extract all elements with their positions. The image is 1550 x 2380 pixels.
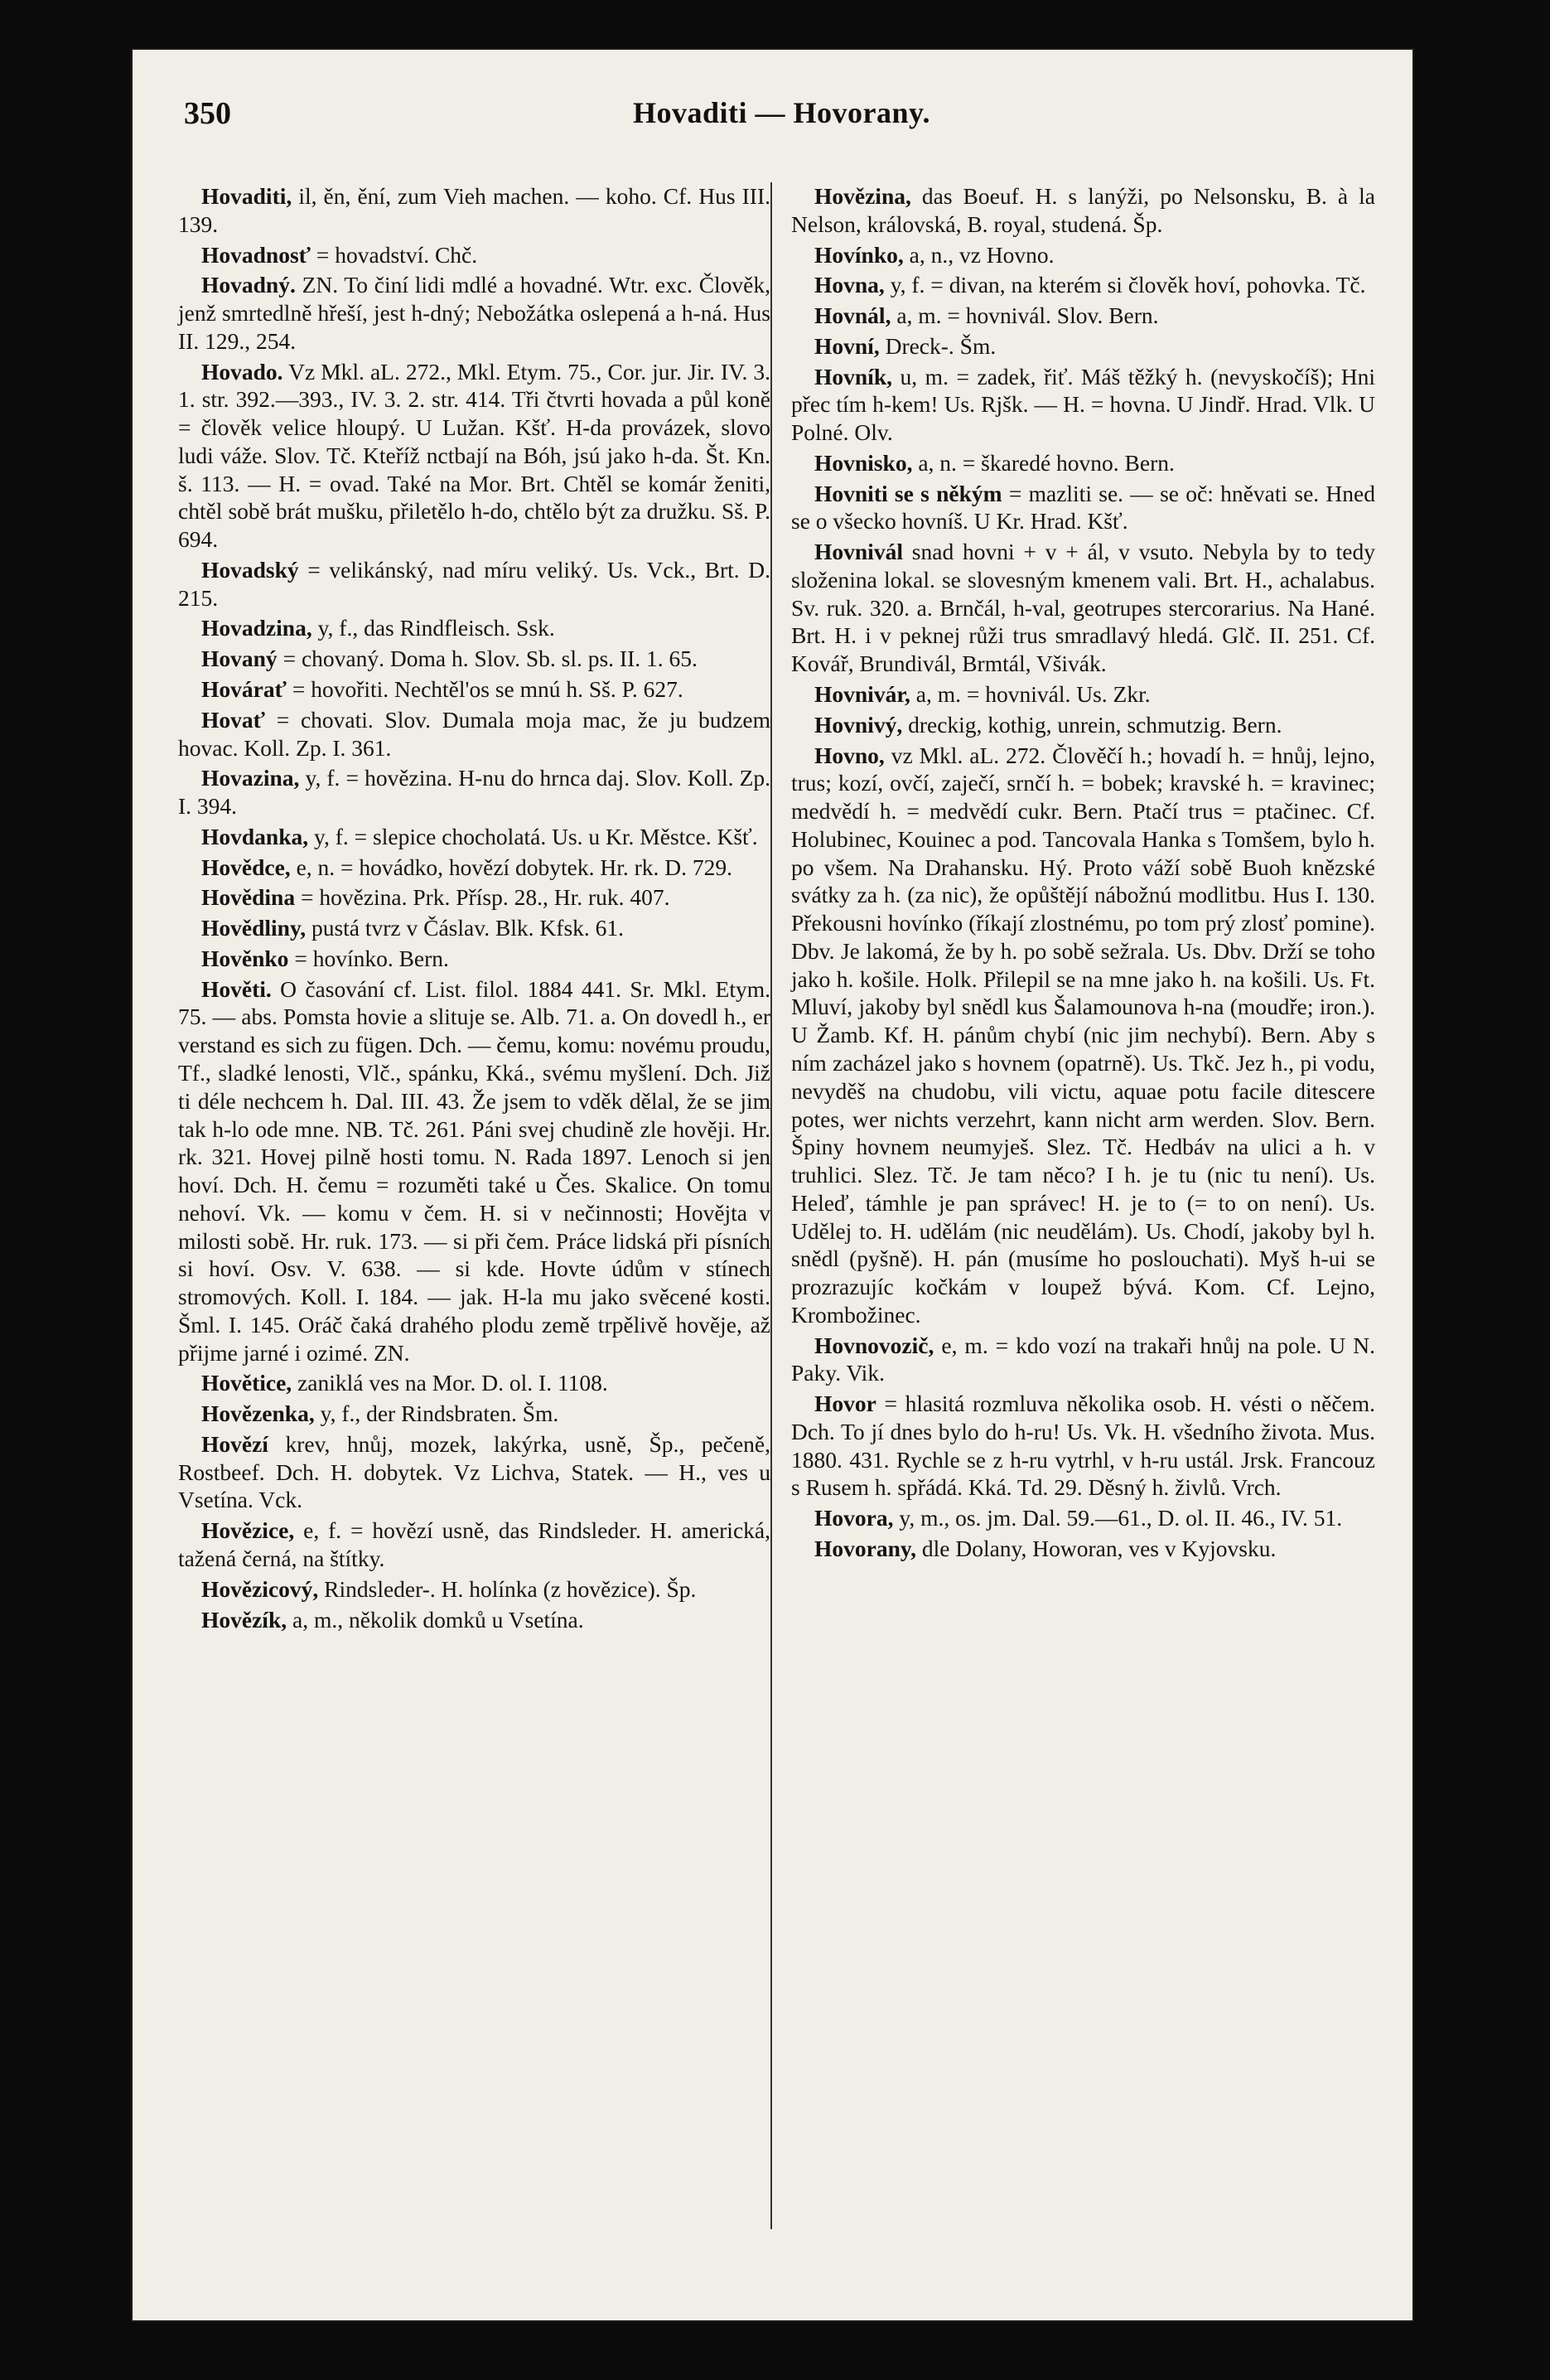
dictionary-entry: [791, 332, 1375, 360]
column-divider: [770, 182, 772, 2229]
dictionary-entry: [178, 945, 770, 973]
entry-definition: a, m., několik domků u Vsetína.: [292, 1606, 584, 1633]
dictionary-entry: [791, 271, 1375, 299]
entry-definition: y, f. = divan, na kterém si člověk hoví, pohovka. Tč.: [890, 272, 1366, 298]
entry-headword: Hovědce,: [201, 854, 291, 880]
entry-headword: Hovať: [201, 706, 265, 733]
dictionary-entry: [178, 1400, 770, 1428]
entry-headword: Hovora,: [814, 1505, 894, 1531]
entry-headword: Hovní,: [814, 332, 880, 359]
dictionary-entry: [178, 1517, 770, 1573]
entry-headword: Hovnisko,: [814, 449, 913, 476]
entry-headword: Hovězík,: [201, 1606, 287, 1633]
dictionary-entry: [178, 883, 770, 912]
entry-headword: Hovniti se s někým: [814, 480, 1002, 506]
entry-headword: Hovnivár,: [814, 681, 910, 708]
entry-definition: y, f., das Rindfleisch. Ssk.: [317, 615, 555, 641]
dictionary-entry: [178, 975, 770, 1367]
running-head: Hovaditi — Hovorany.: [632, 96, 931, 129]
dictionary-entry: [178, 675, 770, 704]
entry-headword: Hovado.: [201, 358, 283, 385]
entry-headword: Hovno,: [814, 742, 885, 768]
dictionary-entry: [178, 854, 770, 882]
entry-headword: Hovorany,: [814, 1535, 916, 1561]
dictionary-entry: [791, 1332, 1375, 1388]
entry-definition: = hovězina. Prk. Přísp. 28., Hr. ruk. 407.: [300, 884, 670, 911]
page-header: [184, 95, 1379, 145]
dictionary-entry: [791, 182, 1375, 239]
entry-definition: Rindsleder-. H. holínka (z hovězice). Šp.: [324, 1575, 697, 1602]
entry-headword: Hověnko: [201, 945, 289, 971]
entry-headword: Hovaný: [201, 646, 278, 672]
entry-headword: Hovězicový,: [201, 1575, 319, 1602]
entry-headword: Hovínko,: [814, 241, 904, 268]
dictionary-entry: [178, 614, 770, 642]
dictionary-entry: [791, 480, 1375, 536]
dictionary-entry: [178, 182, 770, 239]
dictionary-page: [133, 50, 1412, 2320]
dictionary-entry: [791, 241, 1375, 269]
dictionary-entry: [791, 302, 1375, 330]
entry-headword: Hovědina: [201, 884, 296, 911]
entry-definition: = hovořiti. Nechtěl'os se mnú h. Sš. P. 627.: [292, 676, 683, 703]
entry-definition: y, m., os. jm. Dal. 59.—61., D. ol. II. 46., IV. 51.: [899, 1505, 1343, 1531]
entry-headword: Hovadný.: [201, 272, 296, 298]
entry-headword: Hovnivál: [814, 539, 903, 565]
entry-headword: Hovna,: [814, 272, 885, 298]
entry-definition: O časování cf. List. filol. 1884 441. Sr. Mkl. Etym. 75. — abs. Pomsta hovie a slituje se. Alb. 71. a. On dovedl h., er verstand es sich zu fügen. Dch. — čemu, komu: novému proudu, Tf., sladké lenosti, Vlč., spánku, Kká., svému myšlení. Dch. Již ti déle nechcem h. Dal. III. 43. Že jsem to vděk dělal, že se jim tak h-lo ode mne. NB. Tč. 261. Páni svej chudině zle hověji. Hr. rk. 321. Hovej pilně hosti tomu. N. Rada 1897. Lenoch si jen hoví. Dch. H. čemu = rozuměti také u Čes. Skalice. On tomu nehoví. Vk. — komu v čem. H. si v nečinnosti; Hovějta v milosti sobě. Hr. ruk. 173. — si při čem. Práce lidská při písních si hoví. Osv. V. 638. — si kde. Hovte údům v stínech stromových. Koll. I. 184. — jak. H-la mu jako svěcené kosti. Šml. I. 145. Oráč čaká drahého plodu země trpělivě hověje, až přijme jarné i ozimé. ZN.: [178, 975, 770, 1366]
entry-headword: Hověti.: [201, 975, 272, 1002]
entry-definition: pustá tvrz v Čáslav. Blk. Kfsk. 61.: [311, 915, 625, 941]
left-column: [178, 182, 770, 1636]
entry-definition: e, f. = hovězí usně, das Rindsleder. H. americká, tažená černá, na štítky.: [178, 1517, 770, 1571]
entry-headword: Hovězice,: [201, 1517, 295, 1544]
dictionary-entry: [178, 764, 770, 820]
entry-headword: Hovětice,: [201, 1370, 292, 1396]
dictionary-entry: [178, 241, 770, 269]
dictionary-entry: [178, 1369, 770, 1397]
dictionary-entry: [178, 1606, 770, 1634]
entry-definition: snad hovni + v + ál, v vsuto. Nebyla by to tedy složenina lokal. se slovesným kmenem vali. Brt. H., achalabus. Sv. ruk. 320. a. Brnčál, h-val, geotrupes stercorarius. Na Hané. Brt. H. i v peknej růži trus smradlavý hledá. Glč. II. 251. Cf. Kovář, Brundivál, Brmtál, Všivák.: [791, 539, 1376, 677]
entry-headword: Hovnivý,: [814, 711, 903, 738]
entry-headword: Hovězenka,: [201, 1400, 315, 1427]
entry-definition: = hlasitá rozmluva několika osob. H. vésti o něčem. Dch. To jí dnes bylo do h-ru! Us. Vk. H. všedního života. Mus. 1880. 431. Rychle se z h-ru vytrhl, v h-ru ustál. Jrsk. Francouz s Rusem h. spřádá. Kká. Td. 29. Děsný h. živlů. Vrch.: [791, 1391, 1375, 1501]
dictionary-entry: [178, 1575, 770, 1604]
dictionary-entry: [791, 680, 1375, 709]
entry-definition: das Boeuf. H. s lanýži, po Nelsonsku, B. à la Nelson, královská, B. royal, studená. Šp.: [791, 183, 1375, 237]
dictionary-entry: [178, 358, 770, 554]
entry-definition: krev, hnůj, mozek, lakýrka, usně, Šp., pečeně, Rostbeef. Dch. H. dobytek. Vz Lichva, Statek. — H., ves u Vsetína. Vck.: [178, 1430, 771, 1513]
entry-headword: Hovadnosť: [201, 241, 311, 268]
entry-headword: Hovědliny,: [201, 915, 307, 941]
entry-headword: Hovárať: [201, 676, 287, 703]
dictionary-entry: [178, 645, 770, 673]
entry-headword: Hovadský: [201, 556, 299, 583]
entry-definition: Vz Mkl. aL. 272., Mkl. Etym. 75., Cor. jur. Jir. IV. 3. 1. str. 392.—393., IV. 3. 2. str. 414. Tři čtvrti hovada a půl koně = člověk velice hloupý. U Lužan. Kšť. H-da provázek, slovo ludi váže. Slov. Tč. Kteříž nctbají na Bóh, jsú jako h-da. Št. Kn. š. 113. — H. = ovad. Také na Mor. Brt. Chtěl se komár ženiti, chtěl sobě brát mušku, přiletělo h-do, chtělo být za družku. Sš. P. 694.: [178, 358, 770, 553]
entry-definition: il, ěn, ění, zum Vieh machen. — koho. Cf. Hus III. 139.: [178, 183, 770, 237]
entry-definition: = chovaný. Doma h. Slov. Sb. sl. ps. II. 1. 65.: [282, 646, 698, 672]
entry-definition: a, n. = škaredé hovno. Bern.: [918, 449, 1175, 476]
entry-definition: Dreck-. Šm.: [885, 332, 997, 359]
entry-definition: e, m. = kdo vozí na trakaři hnůj na pole. U N. Paky. Vik.: [791, 1332, 1375, 1386]
entry-definition: vz Mkl. aL. 272. Člověčí h.; hovadí h. = hnůj, lejno, trus; kozí, ovčí, zaječí, srnčí h. = bobek; kravské h. = kravinec; medvědí h. = medvědí cukr. Bern. Ptačí trus = ptačinec. Cf. Holubinec, Kouinec a pod. Tancovala Hanka s Tomšem, bylo h. po všem. Na Drahansku. Hý. Proto váží sobě Buoh knězské svátky za h. (za nic), že opůštějí nábožnú modlitbu. Hus I. 130. Překousni hovínko (říkají zlostnému, po tom prý zlosť pomine). Dbv. Je lakomá, že by h. po sobě sežrala. Us. Dbv. Drží se toho jako h. košile. Holk. Přilepil se na mne jako h. na košili. Us. Ft. Mluví, jakoby byl snědl kus Šalamounova h-na (moudře; iron.). U Žamb. Kf. H. pánům chybí (nic jim nechybí). Bern. Aby s ním zacházel jako s hovnem (opatrně). Us. Tkč. Jez h., pi vodu, nevyděš na chudobu, vili victu, aquae potu facile ditescere potes, wer nichts verzehrt, kann nicht arm werden. Slov. Bern. Špiny hovnem neumyješ. Slez. Tč. Hedbáv na ulici a h. v truhlici. Slez. Tč. Je tam něco? I h. je tu (nic tu není). Us. Heleď, támhle je pan správec! H. je to (= to on není). Us. Udělej to. H. udělám (nic neudělám). Us. Chodí, jakoby byl h. snědl (pyšně). H. pán (musíme ho poslouchati). Myš h-ui se prozrazujíc kočkám v loupež bývá. Kom. Cf. Lejno, Krombožinec.: [791, 742, 1375, 1328]
dictionary-entry: [791, 1390, 1375, 1502]
entry-headword: Hovaditi,: [201, 183, 292, 209]
entry-definition: a, m. = hovnivál. Slov. Bern.: [896, 302, 1159, 329]
entry-headword: Hovadzina,: [201, 615, 312, 641]
entry-definition: = chovati. Slov. Dumala moja mac, že ju budzem hovac. Koll. Zp. I. 361.: [178, 706, 770, 761]
entry-definition: = mazliti se. — se oč: hněvati se. Hned se o všecko hovníš. U Kr. Hrad. Kšť.: [791, 480, 1376, 535]
entry-definition: zaniklá ves na Mor. D. ol. I. 1108.: [297, 1370, 608, 1396]
dictionary-entry: [791, 538, 1375, 678]
entry-definition: y, f., der Rindsbraten. Šm.: [320, 1400, 559, 1427]
entry-headword: Hovnál,: [814, 302, 891, 329]
right-column: [791, 182, 1375, 1565]
entry-definition: = velikánský, nad míru veliký. Us. Vck., Brt. D. 215.: [178, 556, 771, 611]
entry-definition: ZN. To činí lidi mdlé a hovadné. Wtr. exc. Člověk, jenž smrtedlně hřeší, jest h-dný; Nebožátka oslepená a h-ná. Hus II. 129., 254.: [178, 272, 771, 354]
entry-definition: y, f. = hovězina. H-nu do hrnca daj. Slov. Koll. Zp. I. 394.: [178, 765, 770, 820]
dictionary-entry: [791, 711, 1375, 739]
dictionary-entry: [791, 363, 1375, 447]
dictionary-entry: [178, 914, 770, 942]
dictionary-entry: [791, 742, 1375, 1329]
dictionary-entry: [178, 1430, 770, 1514]
dictionary-entry: [178, 271, 770, 355]
entry-headword: Hovnovozič,: [814, 1332, 934, 1358]
entry-definition: a, m. = hovnivál. Us. Zkr.: [915, 681, 1151, 708]
page-number: 350: [184, 96, 231, 131]
entry-definition: = hovadství. Chč.: [316, 241, 478, 268]
entry-headword: Hovor: [814, 1391, 876, 1417]
dictionary-entry: [178, 706, 770, 762]
dictionary-entry: [791, 449, 1375, 477]
entry-definition: e, n. = hovádko, hovězí dobytek. Hr. rk. D. 729.: [296, 854, 733, 880]
entry-definition: u, m. = zadek, řiť. Máš těžký h. (nevyskočíš); Hni přec tím h-kem! Us. Rjšk. — H. = hovna. U Jindř. Hrad. Vlk. U Polné. Olv.: [791, 363, 1376, 446]
entry-definition: = hovínko. Bern.: [294, 945, 449, 971]
dictionary-entry: [791, 1535, 1375, 1563]
entry-headword: Hovník,: [814, 363, 892, 389]
entry-definition: dle Dolany, Howoran, ves v Kyjovsku.: [921, 1535, 1277, 1561]
dictionary-entry: [178, 823, 770, 851]
dictionary-entry: [178, 556, 770, 612]
entry-definition: a, n., vz Hovno.: [909, 241, 1055, 268]
entry-definition: y, f. = slepice chocholatá. Us. u Kr. Městce. Kšť.: [314, 823, 758, 849]
entry-headword: Hovazina,: [201, 765, 300, 791]
entry-definition: dreckig, kothig, unrein, schmutzig. Bern.: [908, 711, 1282, 738]
entry-headword: Hovězina,: [814, 183, 911, 209]
entry-headword: Hovězí: [201, 1430, 268, 1457]
dictionary-entry: [791, 1504, 1375, 1532]
entry-headword: Hovdanka,: [201, 823, 309, 849]
